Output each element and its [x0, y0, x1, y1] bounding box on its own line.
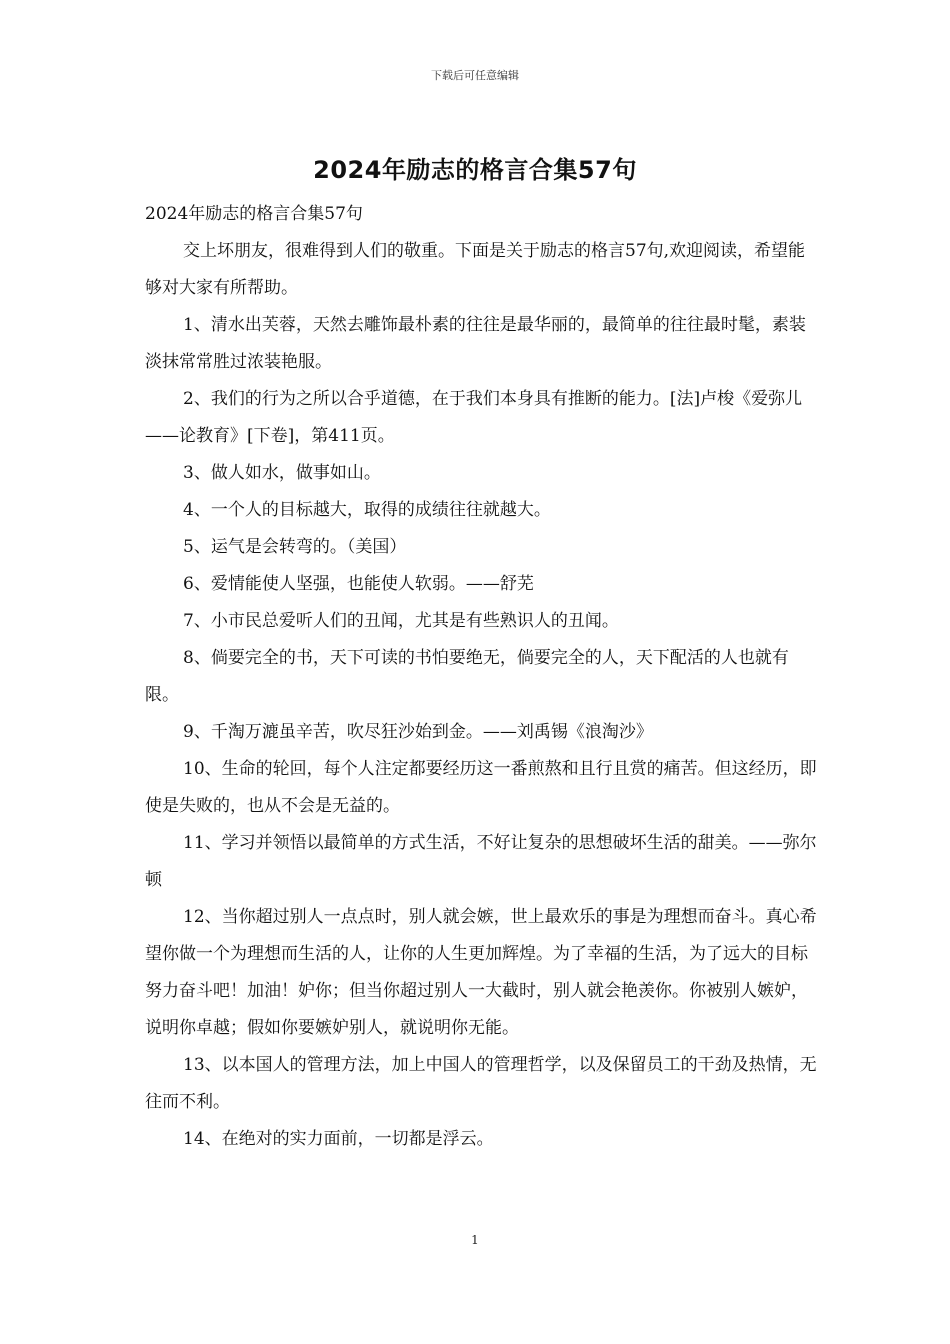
intro-paragraph: 交上坏朋友，很难得到人们的敬重。下面是关于励志的格言57句,欢迎阅读，希望能够对大家有所帮助。 — [145, 241, 806, 298]
quote-paragraph: 10、生命的轮回，每个人注定都要经历这一番煎熬和且行且赏的痛苦。但这经历，即使是失败的，也从不会是无益的。 — [145, 759, 817, 816]
quote-paragraph: 11、学习并领悟以最简单的方式生活，不好让复杂的思想破坏生活的甜美。——弥尔顿 — [145, 833, 817, 890]
document-title: 2024年励志的格言合集57句 — [313, 156, 637, 184]
quote-paragraph: 7、小市民总爱听人们的丑闻，尤其是有些熟识人的丑闻。 — [183, 611, 619, 631]
document-body — [145, 196, 817, 1158]
quote-paragraph: 8、倘要完全的书，天下可读的书怕要绝无，倘要完全的人，天下配活的人也就有限。 — [145, 648, 789, 705]
quote-paragraph: 6、爱情能使人坚强，也能使人软弱。——舒芜 — [183, 574, 534, 594]
quote-paragraph: 3、做人如水，做事如山。 — [183, 463, 381, 483]
header-note: 下载后可任意编辑 — [431, 69, 519, 82]
quote-paragraph: 2、我们的行为之所以合乎道德，在于我们本身具有推断的能力。[法]卢梭《爱弥儿——论教育》[下卷]，第411页。 — [145, 389, 803, 446]
quote-paragraph: 13、以本国人的管理方法，加上中国人的管理哲学，以及保留员工的干劲及热情，无往而不利。 — [145, 1055, 817, 1112]
quote-paragraph: 5、运气是会转弯的。（美国） — [183, 537, 407, 557]
page-number: 1 — [471, 1233, 479, 1247]
document-subtitle: 2024年励志的格言合集57句 — [145, 204, 363, 224]
quote-paragraph: 4、一个人的目标越大，取得的成绩往往就越大。 — [183, 500, 551, 520]
quote-paragraph: 9、千淘万漉虽辛苦，吹尽狂沙始到金。——刘禹锡《浪淘沙》 — [183, 722, 653, 742]
quote-paragraph: 1、清水出芙蓉，天然去雕饰最朴素的往往是最华丽的，最简单的往往最时髦，素装淡抹常常胜过浓装艳服。 — [145, 315, 806, 372]
quote-paragraph: 14、在绝对的实力面前，一切都是浮云。 — [183, 1129, 494, 1149]
quote-paragraph: 12、当你超过别人一点点时，别人就会嫉，世上最欢乐的事是为理想而奋斗。真心希望你做一个为理想而生活的人，让你的人生更加辉煌。为了幸福的生活，为了远大的目标努力奋斗吧！加油！妒你；但当你超过别人一大截时，别人就会艳羡你。你被别人嫉妒，说明你卓越；假如你要嫉妒别人，就说明你无能。 — [145, 907, 817, 1038]
